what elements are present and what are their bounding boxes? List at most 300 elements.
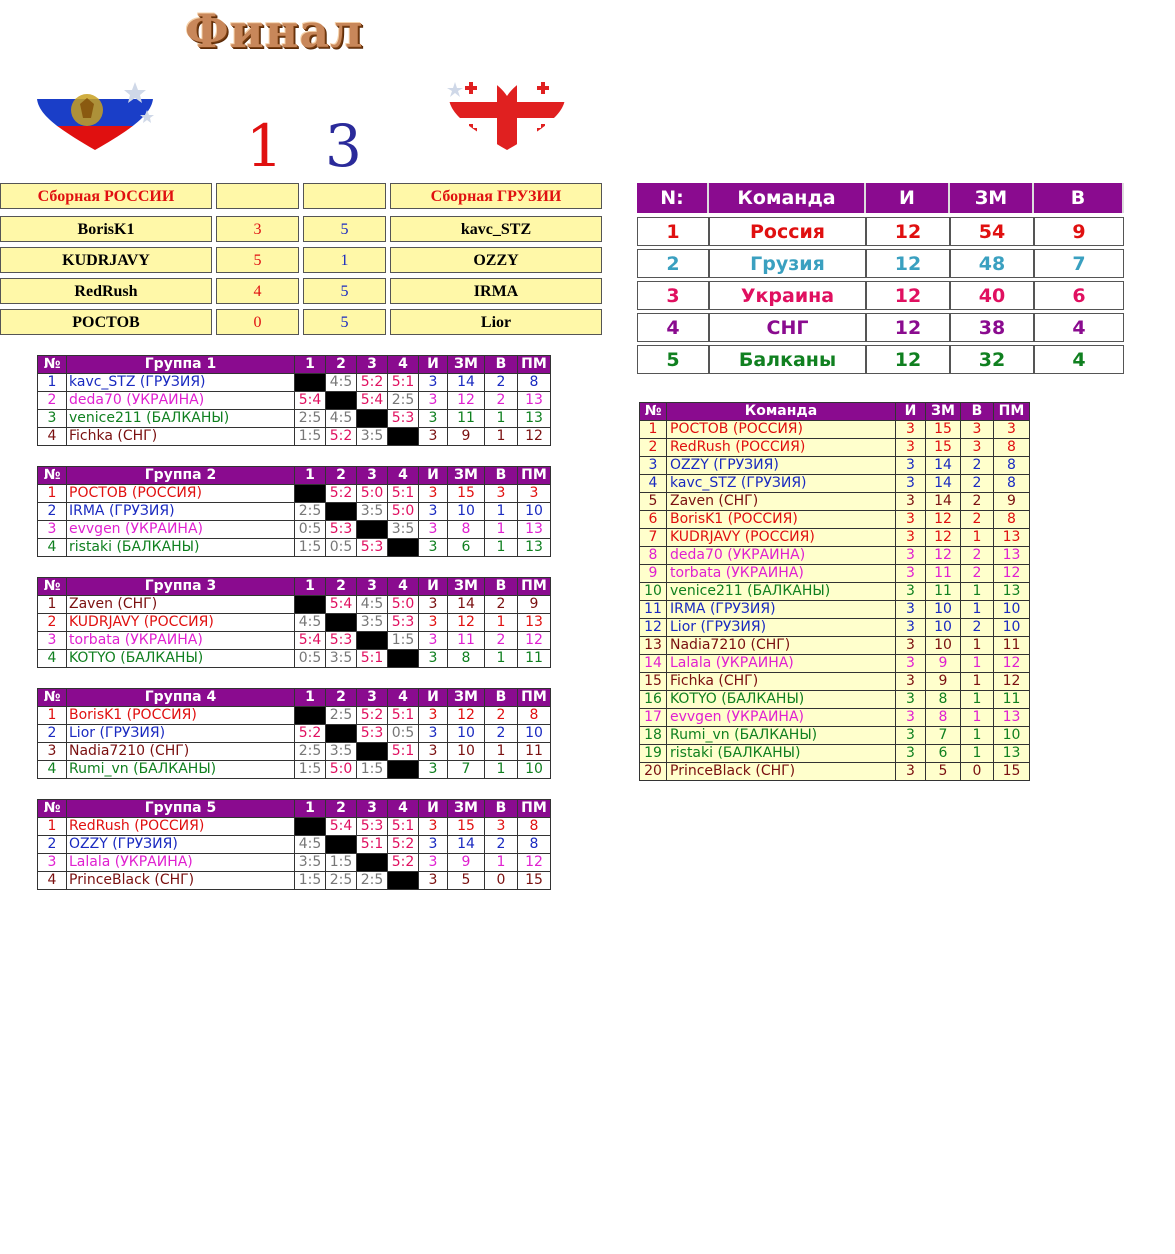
left-score: 3 (216, 216, 299, 242)
group-row (38, 428, 551, 446)
player-name: OZZY (ГРУЗИЯ) (67, 836, 295, 854)
row-number: 1 (38, 374, 67, 392)
match-score-cell: 5:0 (357, 485, 388, 503)
stat-v-cell: 1 (961, 727, 994, 745)
stat-i-cell: 3 (419, 503, 448, 521)
stat-i-cell: 3 (896, 547, 926, 565)
group-header-cell: 1 (295, 578, 326, 596)
team-n-cell: 3 (637, 281, 709, 310)
stat-zm-cell: 6 (448, 539, 485, 557)
stat-i-cell: 3 (419, 374, 448, 392)
stat-v-cell: 3 (485, 818, 518, 836)
stat-zm-cell: 14 (926, 475, 961, 493)
group-header-cell: 4 (388, 578, 419, 596)
stat-i-cell: 3 (419, 632, 448, 650)
group-row (38, 743, 551, 761)
stat-i-cell: 3 (419, 392, 448, 410)
player-name: PrinceBlack (СНГ) (667, 763, 896, 781)
match-score-cell: 5:1 (388, 707, 419, 725)
stat-zm-cell: 12 (926, 547, 961, 565)
stat-v-cell: 2 (961, 565, 994, 583)
right-team-name: Сборная ГРУЗИИ (390, 183, 602, 209)
georgia-heart-flag-icon (447, 72, 567, 152)
stat-pm-cell: 12 (994, 673, 1030, 691)
stat-pm-cell: 3 (518, 485, 551, 503)
self-match-cell (295, 707, 326, 725)
match-score-cell: 2:5 (326, 707, 357, 725)
ranking-row (640, 673, 1030, 691)
match-score-cell: 2:5 (388, 392, 419, 410)
stat-zm-cell: 12 (448, 392, 485, 410)
group-row (38, 872, 551, 890)
self-match-cell (326, 836, 357, 854)
team-team-cell: Грузия (709, 249, 866, 278)
self-match-cell (357, 521, 388, 539)
match-score-cell: 5:2 (388, 836, 419, 854)
player-name: IRMA (ГРУЗИЯ) (667, 601, 896, 619)
stat-v-cell: 1 (485, 410, 518, 428)
match-score-cell: 1:5 (388, 632, 419, 650)
team-row (637, 281, 1124, 310)
left-player: KUDRJAVY (0, 247, 212, 273)
stat-v-cell: 0 (961, 763, 994, 781)
stat-v-cell: 3 (485, 485, 518, 503)
match-score-cell: 3:5 (326, 650, 357, 668)
group-table (37, 688, 551, 779)
stat-i-cell: 3 (896, 475, 926, 493)
group-header-cell: № (38, 800, 67, 818)
stat-pm-cell: 11 (518, 743, 551, 761)
stat-pm-cell: 12 (994, 655, 1030, 673)
group-header-cell: 2 (326, 356, 357, 374)
team-row (637, 313, 1124, 342)
self-match-cell (295, 596, 326, 614)
player-name: PrinceBlack (СНГ) (67, 872, 295, 890)
stat-v-cell: 2 (961, 475, 994, 493)
group-header-row (38, 356, 551, 374)
match-score-cell: 2:5 (357, 872, 388, 890)
stat-v-cell: 1 (961, 655, 994, 673)
group-header-cell: В (485, 467, 518, 485)
player-name: Lalala (УКРАИНА) (667, 655, 896, 673)
teams-header-row (637, 183, 1124, 213)
stat-zm-cell: 14 (926, 493, 961, 511)
header-zm: ЗМ (950, 183, 1034, 213)
stat-pm-cell: 9 (994, 493, 1030, 511)
stat-zm-cell: 12 (448, 707, 485, 725)
stat-v-cell: 1 (961, 601, 994, 619)
stat-v-cell: 2 (485, 836, 518, 854)
match-score-cell: 2:5 (326, 872, 357, 890)
player-name: RedRush (РОССИЯ) (667, 439, 896, 457)
group-header-cell: 1 (295, 689, 326, 707)
group-row (38, 650, 551, 668)
self-match-cell (295, 818, 326, 836)
match-score-cell: 0:5 (326, 539, 357, 557)
player-name: venice211 (БАЛКАНЫ) (67, 410, 295, 428)
match-score-cell: 5:1 (388, 743, 419, 761)
match-score-cell: 5:2 (326, 428, 357, 446)
match-score-cell: 5:4 (295, 392, 326, 410)
player-name: Rumi_vn (БАЛКАНЫ) (67, 761, 295, 779)
player-name: ristaki (БАЛКАНЫ) (667, 745, 896, 763)
player-name: Nadia7210 (СНГ) (67, 743, 295, 761)
stat-i-cell: 3 (419, 761, 448, 779)
player-name: KUDRJAVY (РОССИЯ) (67, 614, 295, 632)
team-zm-cell: 48 (950, 249, 1034, 278)
player-name: OZZY (ГРУЗИЯ) (667, 457, 896, 475)
stat-v-cell: 3 (961, 439, 994, 457)
rank-number: 4 (640, 475, 667, 493)
stat-v-cell: 2 (961, 619, 994, 637)
header-v: В (1034, 183, 1124, 213)
player-name: deda70 (УКРАИНА) (667, 547, 896, 565)
rank-number: 14 (640, 655, 667, 673)
rank-number: 5 (640, 493, 667, 511)
ranking-row (640, 529, 1030, 547)
row-number: 3 (38, 632, 67, 650)
match-score-cell: 5:3 (326, 521, 357, 539)
group-table (37, 799, 551, 890)
group-table (37, 466, 551, 557)
score-left: 1 (246, 112, 283, 180)
self-match-cell (357, 743, 388, 761)
stat-v-cell: 1 (485, 521, 518, 539)
match-score-cell: 3:5 (295, 854, 326, 872)
group-header-cell: И (419, 800, 448, 818)
header-i: И (866, 183, 950, 213)
stat-pm-cell: 8 (518, 818, 551, 836)
team-v-cell: 4 (1034, 345, 1124, 374)
row-number: 2 (38, 503, 67, 521)
stat-i-cell: 3 (896, 493, 926, 511)
stat-i-cell: 3 (896, 439, 926, 457)
right-score: 1 (303, 247, 386, 273)
player-name: ristaki (БАЛКАНЫ) (67, 539, 295, 557)
row-number: 4 (38, 539, 67, 557)
team-team-cell: СНГ (709, 313, 866, 342)
group-header-cell: 4 (388, 800, 419, 818)
player-name: Zaven (СНГ) (667, 493, 896, 511)
row-number: 4 (38, 428, 67, 446)
ranking-row (640, 727, 1030, 745)
player-name: Fichka (СНГ) (667, 673, 896, 691)
stat-i-cell: 3 (896, 637, 926, 655)
stat-zm-cell: 9 (448, 854, 485, 872)
stat-zm-cell: 7 (448, 761, 485, 779)
ranking-row (640, 763, 1030, 781)
group-header-cell: 3 (357, 467, 388, 485)
group-header-cell: 3 (357, 800, 388, 818)
group-header-cell: ПМ (518, 467, 551, 485)
stat-pm-cell: 11 (994, 691, 1030, 709)
player-name: IRMA (ГРУЗИЯ) (67, 503, 295, 521)
row-number: 3 (38, 854, 67, 872)
stat-zm-cell: 14 (448, 836, 485, 854)
group-header-row (38, 467, 551, 485)
match-score-cell: 2:5 (295, 410, 326, 428)
stat-pm-cell: 3 (994, 421, 1030, 439)
group-row (38, 854, 551, 872)
stat-i-cell: 3 (896, 673, 926, 691)
stat-i-cell: 3 (896, 691, 926, 709)
match-score-cell: 5:0 (388, 596, 419, 614)
self-match-cell (388, 872, 419, 890)
team-i-cell: 12 (866, 249, 950, 278)
stat-zm-cell: 15 (926, 421, 961, 439)
stat-pm-cell: 15 (994, 763, 1030, 781)
player-name: РОСТОВ (РОССИЯ) (67, 485, 295, 503)
stat-zm-cell: 7 (926, 727, 961, 745)
row-number: 2 (38, 392, 67, 410)
self-match-cell (388, 761, 419, 779)
group-row (38, 725, 551, 743)
ranking-row (640, 655, 1030, 673)
match-score-cell: 1:5 (295, 428, 326, 446)
right-player: kavc_STZ (390, 216, 602, 242)
header-n: N: (637, 183, 709, 213)
header-team: Команда (667, 403, 896, 421)
stat-pm-cell: 13 (994, 583, 1030, 601)
match-score-cell: 0:5 (388, 725, 419, 743)
stat-pm-cell: 13 (518, 392, 551, 410)
group-row (38, 818, 551, 836)
row-number: 3 (38, 743, 67, 761)
group-header-cell: И (419, 578, 448, 596)
player-name: evvgen (УКРАИНА) (667, 709, 896, 727)
player-name: kavc_STZ (ГРУЗИЯ) (67, 374, 295, 392)
stat-i-cell: 3 (419, 707, 448, 725)
stat-zm-cell: 12 (926, 511, 961, 529)
stat-zm-cell: 5 (448, 872, 485, 890)
row-number: 4 (38, 872, 67, 890)
stat-pm-cell: 13 (518, 521, 551, 539)
group-header-cell: ПМ (518, 356, 551, 374)
stat-pm-cell: 12 (994, 565, 1030, 583)
team-v-cell: 7 (1034, 249, 1124, 278)
match-score-cell: 1:5 (357, 761, 388, 779)
stat-v-cell: 1 (961, 709, 994, 727)
match-score-cell: 5:3 (357, 725, 388, 743)
stat-zm-cell: 15 (448, 485, 485, 503)
match-score-cell: 4:5 (357, 596, 388, 614)
player-name: venice211 (БАЛКАНЫ) (667, 583, 896, 601)
rank-number: 19 (640, 745, 667, 763)
header-pm: ПМ (994, 403, 1030, 421)
stat-v-cell: 2 (961, 511, 994, 529)
player-name: Nadia7210 (СНГ) (667, 637, 896, 655)
stat-zm-cell: 14 (448, 596, 485, 614)
stat-v-cell: 1 (961, 529, 994, 547)
group-header-cell: ЗМ (448, 689, 485, 707)
group-row (38, 521, 551, 539)
stat-zm-cell: 11 (448, 410, 485, 428)
group-header-cell: 2 (326, 800, 357, 818)
match-score-cell: 5:3 (388, 410, 419, 428)
stat-zm-cell: 8 (926, 709, 961, 727)
team-v-cell: 9 (1034, 217, 1124, 246)
match-score-cell: 3:5 (357, 428, 388, 446)
group-header-cell: ЗМ (448, 800, 485, 818)
player-name: Lior (ГРУЗИЯ) (667, 619, 896, 637)
rank-number: 10 (640, 583, 667, 601)
stat-zm-cell: 11 (448, 632, 485, 650)
stat-pm-cell: 12 (518, 854, 551, 872)
stat-i-cell: 3 (419, 521, 448, 539)
player-name: Fichka (СНГ) (67, 428, 295, 446)
right-score: 5 (303, 216, 386, 242)
group-header-cell: № (38, 356, 67, 374)
stat-zm-cell: 10 (448, 743, 485, 761)
group-row (38, 614, 551, 632)
stat-zm-cell: 6 (926, 745, 961, 763)
left-player: BorisK1 (0, 216, 212, 242)
group-header-cell: 3 (357, 356, 388, 374)
group-title: Группа 4 (67, 689, 295, 707)
stat-zm-cell: 9 (448, 428, 485, 446)
group-row (38, 596, 551, 614)
stat-zm-cell: 10 (926, 619, 961, 637)
stat-i-cell: 3 (896, 583, 926, 601)
stat-zm-cell: 10 (448, 503, 485, 521)
match-score-cell: 0:5 (295, 521, 326, 539)
match-score-cell: 0:5 (295, 650, 326, 668)
rank-number: 2 (640, 439, 667, 457)
group-header-cell: 2 (326, 689, 357, 707)
stat-i-cell: 3 (419, 743, 448, 761)
stat-pm-cell: 8 (518, 836, 551, 854)
self-match-cell (388, 650, 419, 668)
player-name: Lior (ГРУЗИЯ) (67, 725, 295, 743)
stat-pm-cell: 10 (518, 725, 551, 743)
group-header-cell: И (419, 467, 448, 485)
stat-v-cell: 2 (485, 725, 518, 743)
group-header-row (38, 689, 551, 707)
player-name: KOTYO (БАЛКАНЫ) (667, 691, 896, 709)
stat-v-cell: 1 (485, 854, 518, 872)
stat-v-cell: 2 (485, 374, 518, 392)
empty-cell (303, 183, 386, 209)
group-header-row (38, 800, 551, 818)
stat-zm-cell: 12 (448, 614, 485, 632)
match-score-cell: 5:1 (357, 650, 388, 668)
stat-v-cell: 2 (961, 493, 994, 511)
row-number: 1 (38, 818, 67, 836)
self-match-cell (357, 410, 388, 428)
header-i: И (896, 403, 926, 421)
self-match-cell (326, 392, 357, 410)
group-header-cell: ЗМ (448, 578, 485, 596)
group-row (38, 761, 551, 779)
match-score-cell: 5:3 (388, 614, 419, 632)
team-n-cell: 2 (637, 249, 709, 278)
player-name: RedRush (РОССИЯ) (67, 818, 295, 836)
header-zm: ЗМ (926, 403, 961, 421)
stat-v-cell: 1 (485, 761, 518, 779)
rank-number: 7 (640, 529, 667, 547)
group-header-cell: 4 (388, 467, 419, 485)
ranking-row (640, 601, 1030, 619)
group-row (38, 410, 551, 428)
team-i-cell: 12 (866, 281, 950, 310)
stat-i-cell: 3 (419, 854, 448, 872)
stat-zm-cell: 10 (926, 637, 961, 655)
self-match-cell (326, 614, 357, 632)
left-player: RedRush (0, 278, 212, 304)
player-name: KUDRJAVY (РОССИЯ) (667, 529, 896, 547)
match-score-cell: 5:1 (388, 818, 419, 836)
team-i-cell: 12 (866, 345, 950, 374)
stat-zm-cell: 8 (448, 521, 485, 539)
stat-v-cell: 1 (485, 614, 518, 632)
group-header-cell: В (485, 800, 518, 818)
rank-number: 16 (640, 691, 667, 709)
match-score-cell: 5:4 (295, 632, 326, 650)
stat-zm-cell: 10 (448, 725, 485, 743)
self-match-cell (326, 503, 357, 521)
rank-number: 3 (640, 457, 667, 475)
group-header-cell: 4 (388, 356, 419, 374)
stat-v-cell: 1 (485, 650, 518, 668)
stat-zm-cell: 14 (926, 457, 961, 475)
rank-number: 15 (640, 673, 667, 691)
row-number: 3 (38, 521, 67, 539)
left-score: 4 (216, 278, 299, 304)
match-score-cell: 3:5 (326, 743, 357, 761)
stat-i-cell: 3 (896, 421, 926, 439)
stat-v-cell: 1 (485, 743, 518, 761)
group-header-cell: № (38, 578, 67, 596)
match-score-cell: 3:5 (357, 503, 388, 521)
stat-pm-cell: 11 (994, 637, 1030, 655)
stat-i-cell: 3 (896, 727, 926, 745)
stat-pm-cell: 10 (994, 601, 1030, 619)
stat-v-cell: 1 (961, 745, 994, 763)
stat-pm-cell: 8 (518, 707, 551, 725)
rank-number: 17 (640, 709, 667, 727)
stat-i-cell: 3 (419, 539, 448, 557)
teams-standings-table (637, 183, 1124, 374)
stat-i-cell: 3 (896, 655, 926, 673)
stat-i-cell: 3 (419, 818, 448, 836)
stat-pm-cell: 10 (994, 619, 1030, 637)
stat-zm-cell: 15 (448, 818, 485, 836)
stat-pm-cell: 13 (994, 529, 1030, 547)
stat-zm-cell: 11 (926, 583, 961, 601)
match-score-cell: 1:5 (295, 761, 326, 779)
row-number: 1 (38, 485, 67, 503)
group-header-cell: ПМ (518, 578, 551, 596)
stat-pm-cell: 10 (994, 727, 1030, 745)
russia-heart-flag-icon (35, 72, 155, 152)
team-team-cell: Россия (709, 217, 866, 246)
team-row (637, 249, 1124, 278)
match-score-cell: 5:3 (357, 539, 388, 557)
group-row (38, 836, 551, 854)
group-header-row (38, 578, 551, 596)
team-n-cell: 5 (637, 345, 709, 374)
right-player: IRMA (390, 278, 602, 304)
right-player: OZZY (390, 247, 602, 273)
player-name: KOTYO (БАЛКАНЫ) (67, 650, 295, 668)
right-score: 5 (303, 278, 386, 304)
player-name: BorisK1 (РОССИЯ) (667, 511, 896, 529)
stat-pm-cell: 13 (518, 539, 551, 557)
match-score-cell: 5:2 (326, 485, 357, 503)
stat-pm-cell: 13 (518, 614, 551, 632)
team-team-cell: Балканы (709, 345, 866, 374)
stat-v-cell: 2 (485, 596, 518, 614)
